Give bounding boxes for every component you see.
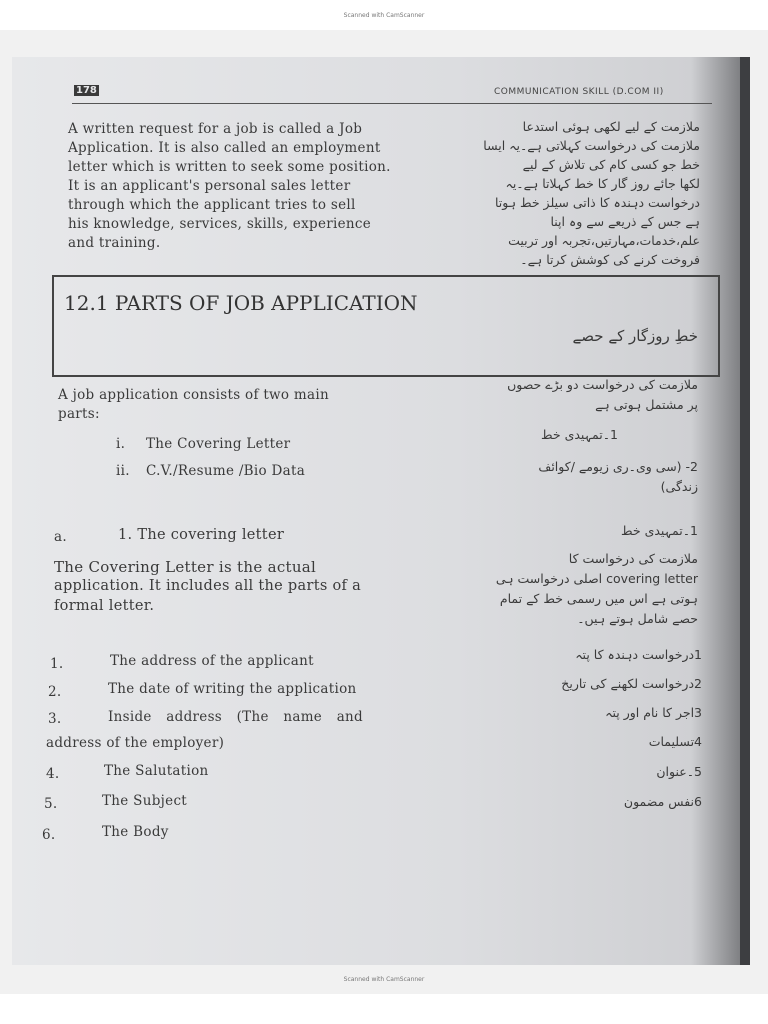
covering-title-ur: 1۔تمہیدی خط [621, 523, 698, 538]
letter-part-ur-3: 3اجر کا نام اور پتہ [605, 705, 702, 720]
part-item-ur-1: 1۔تمہیدی خط [541, 427, 618, 442]
letter-part-label-2: The date of writing the application [108, 681, 357, 697]
intro-ur-line-8: فروخت کرنے کی کوشش کرتا ہے۔ [520, 252, 700, 267]
letter-part-num-1: 1. [50, 656, 64, 672]
parts-intro-line-1: A job application consists of two main [58, 387, 329, 403]
letter-part-num-4: 4. [46, 766, 60, 782]
intro-ur-line-3: خط جو کسی کام کی تلاش کے لیے [522, 157, 700, 172]
part-item-label-2: C.V./Resume /Bio Data [146, 463, 306, 479]
scanned-page [12, 57, 750, 965]
intro-ur-line-2: ملازمت کی درخواست کہلاتی ہے۔یہ ایسا [483, 138, 700, 153]
letter-part-num-5: 5. [44, 796, 58, 812]
section-title: 12.1 PARTS OF JOB APPLICATION [64, 291, 418, 315]
covering-en-line-2: application. It includes all the parts of a [54, 578, 362, 594]
part-item-ur-3: زندگی) [660, 479, 698, 494]
letter-part-ur-1: 1درخواست دہندہ کا پتہ [575, 647, 702, 662]
watermark-top: Scanned with CamScanner [343, 12, 425, 19]
intro-en-line-5: through which the applicant tries to sell [68, 197, 356, 213]
header-rule [72, 103, 712, 104]
letter-part-label-4: The Salutation [104, 763, 209, 779]
parts-intro-ur-line-2: پر مشتمل ہوتی ہے [595, 397, 698, 412]
covering-title: 1. The covering letter [118, 527, 285, 543]
watermark-bottom: Scanned with CamScanner [343, 976, 425, 983]
letter-part-ur-4: 4تسلیمات [648, 734, 702, 749]
intro-en-line-7: and training. [68, 235, 161, 251]
covering-ur-line-1: ملازمت کی درخواست کا [568, 551, 698, 566]
letter-part-label-6: The Body [102, 824, 169, 840]
covering-ur-line-2: covering letter اصلی درخواست ہی [495, 571, 698, 586]
letter-part-ur-6: 6نفس مضمون [623, 794, 702, 809]
part-item-num-2: ii. [116, 463, 130, 479]
letter-part-ur-2: 2درخواست لکھنے کی تاریخ [561, 676, 702, 691]
intro-en-line-4: It is an applicant's personal sales letter [68, 178, 351, 194]
letter-part-num-2: 2. [48, 684, 62, 700]
parts-intro-ur-line-1: ملازمت کی درخواست دو بڑے حصوں [507, 377, 698, 392]
bottom-margin [0, 994, 768, 1024]
intro-ur-line-5: درخواست دہندہ کا ذاتی سیلز خط ہوتا [494, 195, 700, 210]
covering-en-line-3: formal letter. [54, 598, 155, 614]
letter-part-label-3b: address of the employer) [46, 735, 225, 751]
letter-part-ur-5: 5۔عنوان [656, 764, 702, 779]
intro-en-line-2: Application. It is also called an employment [68, 140, 381, 156]
part-item-label-1: The Covering Letter [146, 436, 291, 452]
page-number: 178 [76, 85, 97, 96]
covering-en-line-1: The Covering Letter is the actual [54, 558, 317, 576]
part-item-ur-2: 2- (سی وی۔ری زیومے /کوائف [538, 459, 698, 474]
intro-ur-line-7: علم،خدمات،مہارتیں،تجربہ اور تربیت [508, 233, 700, 248]
part-item-num-1: i. [116, 436, 126, 452]
covering-ur-line-4: حصے شامل ہوتے ہیں۔ [577, 611, 698, 626]
letter-part-label-3: Inside address (The name and [108, 709, 363, 725]
running-title: COMMUNICATION SKILL (D.COM II) [494, 87, 664, 97]
intro-ur-line-1: ملازمت کے لیے لکھی ہوئی استدعا [522, 119, 700, 134]
intro-en-line-3: letter which is written to seek some position. [68, 159, 391, 175]
intro-ur-line-4: لکھا جائے روز گار کا خط کہلاتا ہے۔یہ [505, 176, 700, 191]
letter-part-num-3: 3. [48, 711, 62, 727]
letter-part-label-1: The address of the applicant [110, 653, 314, 669]
parts-intro-line-2: parts: [58, 406, 100, 422]
intro-ur-line-6: ہے جس کے ذریعے سے وہ اپنا [550, 214, 700, 229]
covering-marker: a. [54, 529, 67, 545]
intro-en-line-1: A written request for a job is called a Job [68, 121, 363, 137]
intro-en-line-6: his knowledge, services, skills, experience [68, 216, 372, 232]
section-title-ur: خطِ روزگار کے حصے [572, 327, 698, 345]
letter-part-label-5: The Subject [102, 793, 188, 809]
letter-part-num-6: 6. [42, 827, 56, 843]
covering-ur-line-3: ہوتی ہے اس میں رسمی خط کے تمام [499, 591, 698, 606]
